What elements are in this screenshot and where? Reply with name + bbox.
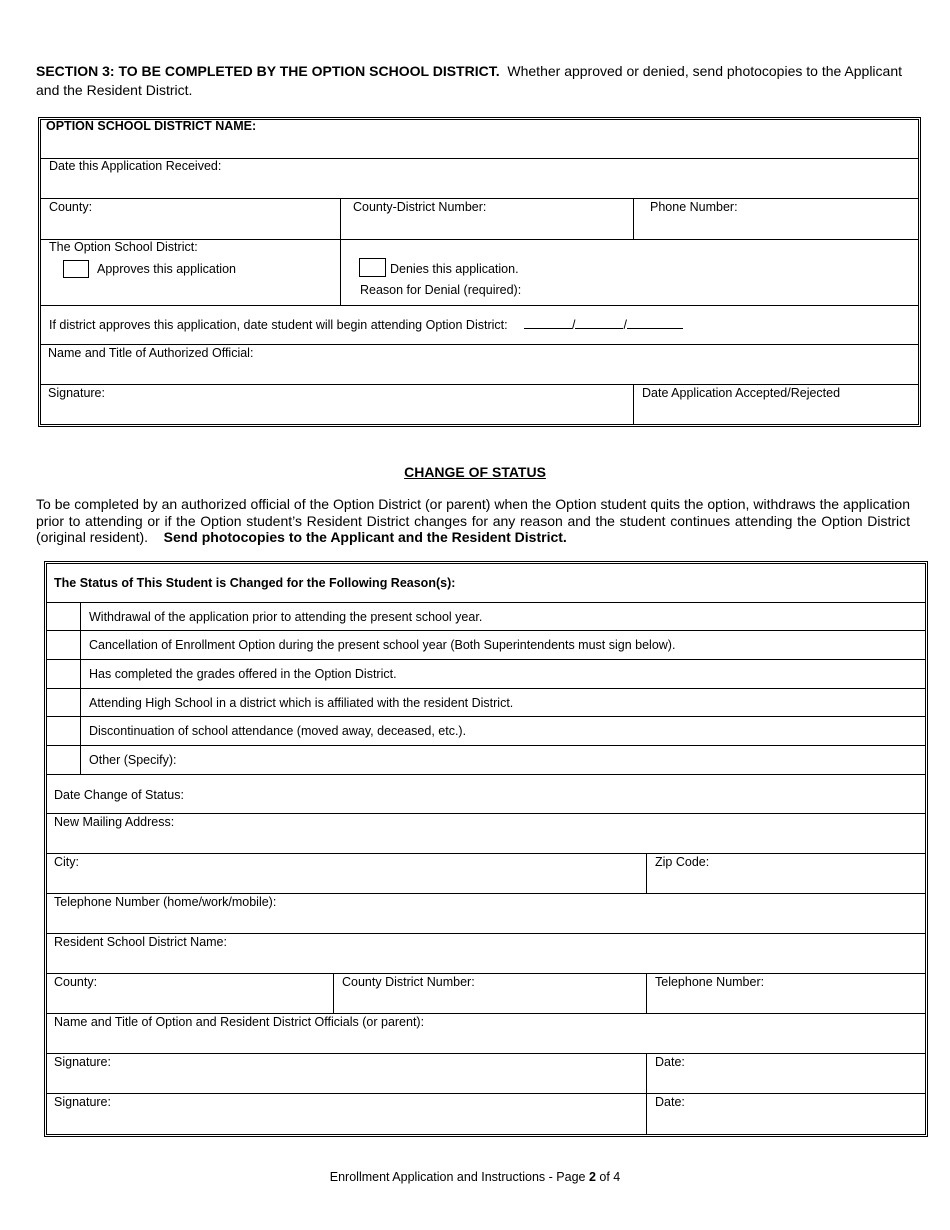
date-2-label: Date: — [655, 1095, 685, 1109]
reason-withdrawal: Withdrawal of the application prior to attending the present school year. — [89, 610, 483, 624]
denies-checkbox[interactable] — [359, 258, 386, 277]
page-footer: Enrollment Application and Instructions - Page 2 of 4 — [329, 1170, 621, 1184]
signature-1-label: Signature: — [54, 1055, 111, 1069]
date-1-label: Date: — [655, 1055, 685, 1069]
new-mailing-address-label: New Mailing Address: — [54, 815, 175, 829]
date-change-of-status-label: Date Change of Status: — [54, 788, 184, 802]
authorized-official-label: Name and Title of Authorized Official: — [48, 346, 254, 360]
date-received-label: Date this Application Received: — [49, 159, 222, 173]
telephone-hwm-label: Telephone Number (home/work/mobile): — [54, 895, 277, 909]
section3-instruction: Whether approved or denied, send photocopies to the Applicant and the Resident District. — [36, 63, 902, 98]
city-label: City: — [54, 855, 79, 869]
reason-checkbox-other[interactable] — [47, 746, 80, 774]
reason-checkbox-cancellation[interactable] — [47, 631, 80, 659]
signature-2-label: Signature: — [54, 1095, 111, 1109]
change-of-status-title: CHANGE OF STATUS — [404, 464, 546, 480]
county-label: County: — [49, 200, 93, 214]
change-of-status-bold: Send photocopies to the Applicant and the Resident District. — [163, 529, 567, 545]
date-accepted-rejected-label: Date Application Accepted/Rejected — [642, 386, 841, 400]
option-district-name-label: OPTION SCHOOL DISTRICT NAME: — [46, 119, 257, 133]
phone-number-label: Phone Number: — [650, 200, 738, 214]
county-district-number-label: County-District Number: — [353, 200, 487, 214]
reason-checkbox-completed-grades[interactable] — [47, 660, 80, 688]
zip-code-label: Zip Code: — [655, 855, 710, 869]
reason-discontinuation: Discontinuation of school attendance (moved away, deceased, etc.). — [89, 724, 467, 738]
section3-intro — [36, 62, 912, 100]
denial-reason-label: Reason for Denial (required): — [360, 283, 522, 297]
status-county-label: County: — [54, 975, 98, 989]
approves-checkbox[interactable] — [63, 260, 89, 278]
reason-checkbox-withdrawal[interactable] — [47, 603, 80, 630]
option-district-decision-label: The Option School District: — [49, 240, 198, 254]
page-number: 2 — [588, 1170, 596, 1184]
status-county-district-number-label: County District Number: — [342, 975, 475, 989]
date-separator: / — [572, 318, 576, 332]
reason-high-school: Attending High School in a district which is affiliated with the resident District. — [89, 696, 514, 710]
reason-cancellation: Cancellation of Enrollment Option during the present school year (Both Superintendents must sign below). — [89, 638, 676, 652]
signature-label: Signature: — [48, 386, 105, 400]
change-of-status-instructions: To be completed by an authorized official of the Option District (or parent) when the Option student quits the option, withdraws the application prior to attending or if the Option student’s Resident District changes for any reason and the student continues attending the Option District (original resident). Send photocopies to the Applicant and the Resident District. — [36, 496, 910, 545]
status-telephone-label: Telephone Number: — [655, 975, 765, 989]
start-date-blanks[interactable] — [524, 316, 683, 332]
approves-label: Approves this application — [97, 262, 236, 276]
date-separator: / — [623, 318, 627, 332]
reasons-header: The Status of This Student is Changed for the Following Reason(s): — [54, 576, 456, 590]
reason-checkbox-high-school[interactable] — [47, 689, 80, 716]
reason-completed-grades: Has completed the grades offered in the Option District. — [89, 667, 397, 681]
resident-district-name-label: Resident School District Name: — [54, 935, 227, 949]
reason-other: Other (Specify): — [89, 753, 177, 767]
denies-label: Denies this application. — [390, 262, 519, 276]
reason-checkbox-discontinuation[interactable] — [47, 717, 80, 745]
start-date-label: If district approves this application, date student will begin attending Option District: — [49, 318, 508, 332]
section3-heading: SECTION 3: TO BE COMPLETED BY THE OPTION SCHOOL DISTRICT. — [36, 63, 500, 79]
officials-label: Name and Title of Option and Resident District Officials (or parent): — [54, 1015, 425, 1029]
